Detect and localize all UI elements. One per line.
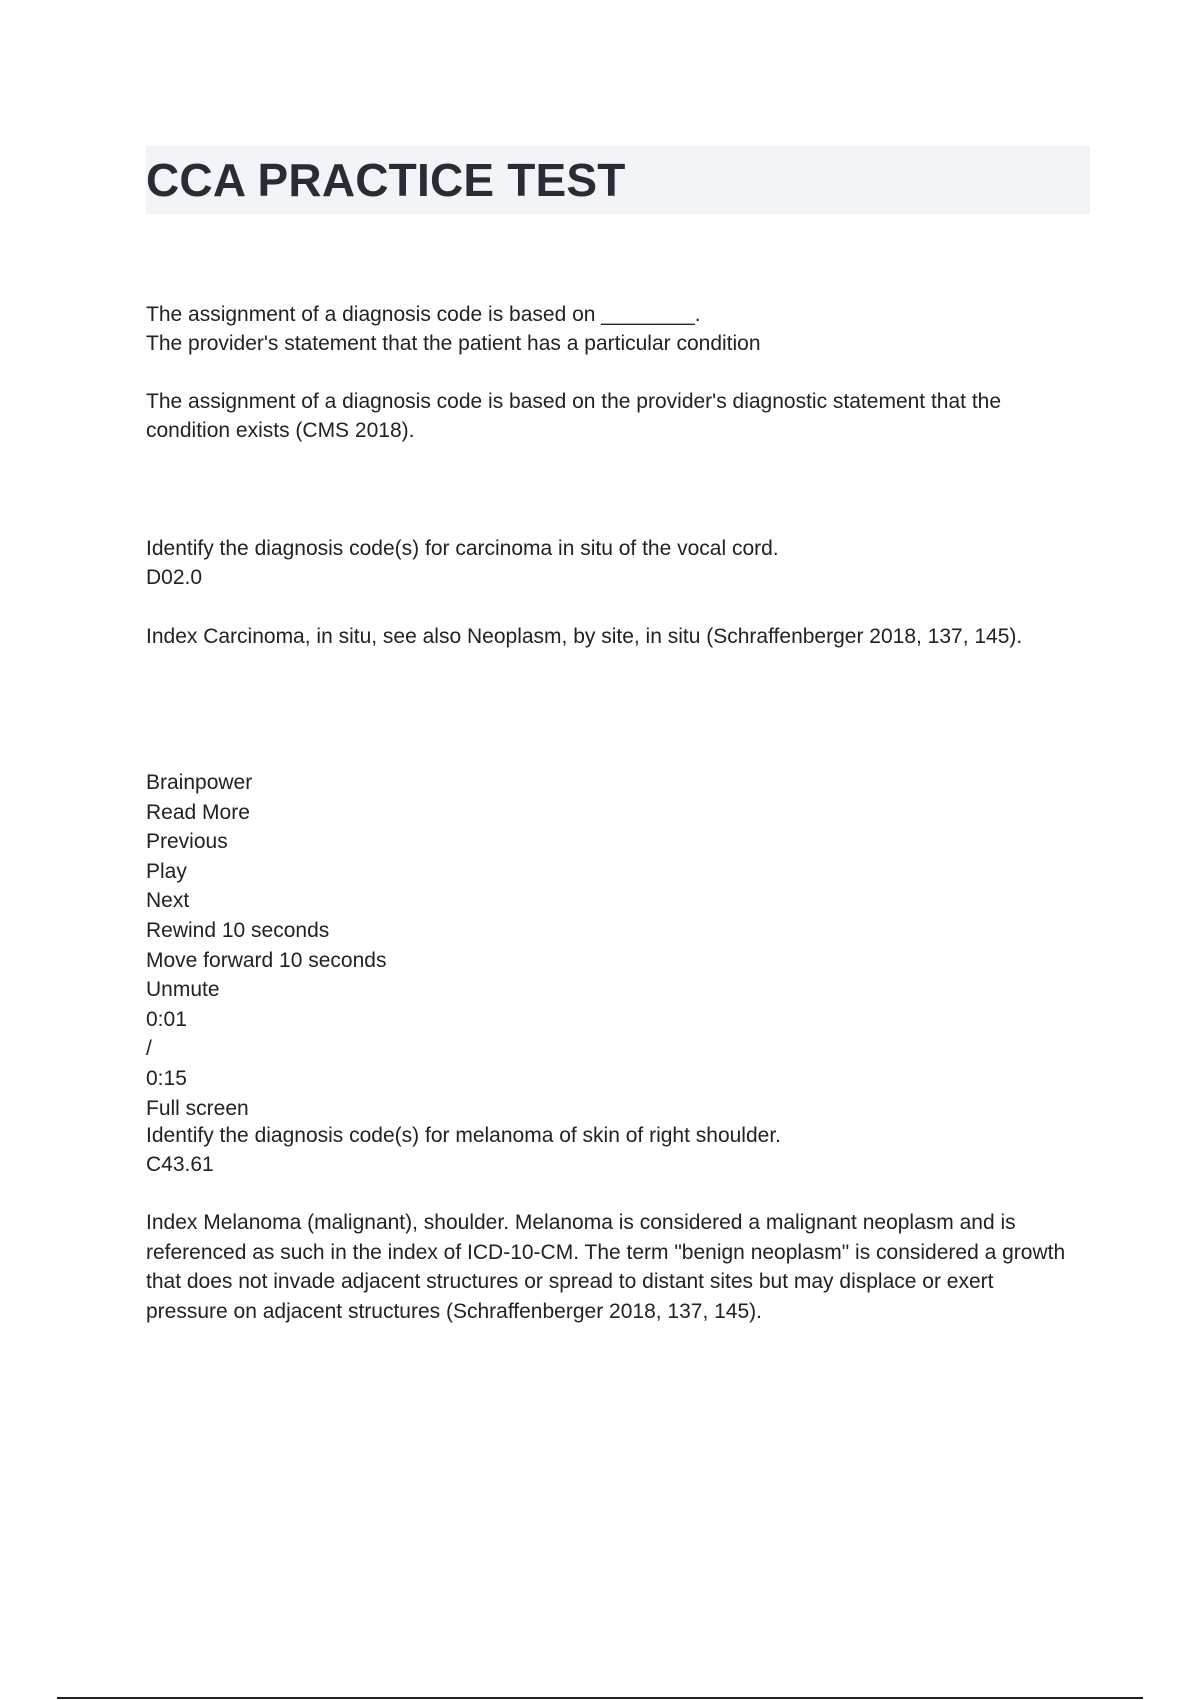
play-button[interactable]: Play xyxy=(146,859,187,883)
page-title: CCA PRACTICE TEST xyxy=(146,154,626,206)
player-brand: Brainpower xyxy=(146,771,253,794)
question-3-text: Identify the diagnosis code(s) for melanoma of skin of right shoulder. xyxy=(146,1124,782,1147)
question-3 xyxy=(146,1121,1076,1150)
rewind-button[interactable]: Rewind 10 seconds xyxy=(146,918,330,942)
explanation-1-text: The assignment of a diagnosis code is based on the provider's diagnostic statement that the condition exists (CMS 2018). xyxy=(146,390,1002,442)
time-separator: / xyxy=(146,1037,152,1061)
explanation-3-text: Index Melanoma (malignant), shoulder. Melanoma is considered a malignant neoplasm and is referenced as such in the index of ICD-10-CM. The term "benign neoplasm" is considered a growth that does not invade adjacent structures or spread to distant sites but may displace or exert pressure on adjacent structures (Schraffenberger 2018, 137, 145). xyxy=(146,1211,1066,1323)
unmute-button[interactable]: Unmute xyxy=(146,978,220,1002)
answer-1-text: The provider's statement that the patient has a particular condition xyxy=(146,332,761,355)
answer-2-text: D02.0 xyxy=(146,566,203,589)
current-time: 0:01 xyxy=(146,1007,187,1031)
answer-3-text: C43.61 xyxy=(146,1153,214,1176)
read-more-link[interactable]: Read More xyxy=(146,800,250,824)
next-button[interactable]: Next xyxy=(146,889,190,913)
full-screen-button[interactable]: Full screen xyxy=(146,1096,249,1120)
answer-3 xyxy=(146,1150,1076,1179)
video-player-text xyxy=(146,768,746,1123)
question-1 xyxy=(146,300,1076,329)
explanation-1 xyxy=(146,387,1076,445)
explanation-3 xyxy=(146,1208,1076,1326)
explanation-2 xyxy=(146,622,1076,651)
previous-button[interactable]: Previous xyxy=(146,830,228,854)
question-2-text: Identify the diagnosis code(s) for carcinoma in situ of the vocal cord. xyxy=(146,537,779,560)
answer-2 xyxy=(146,563,1076,592)
duration: 0:15 xyxy=(146,1066,187,1090)
question-1-text: The assignment of a diagnosis code is based on ________. xyxy=(146,303,701,326)
answer-1 xyxy=(146,329,1076,358)
forward-button[interactable]: Move forward 10 seconds xyxy=(146,948,387,972)
footer-divider xyxy=(57,1697,1143,1699)
explanation-2-text: Index Carcinoma, in situ, see also Neoplasm, by site, in situ (Schraffenberger 2018, 137, 145). xyxy=(146,625,1023,648)
question-2 xyxy=(146,534,1076,563)
